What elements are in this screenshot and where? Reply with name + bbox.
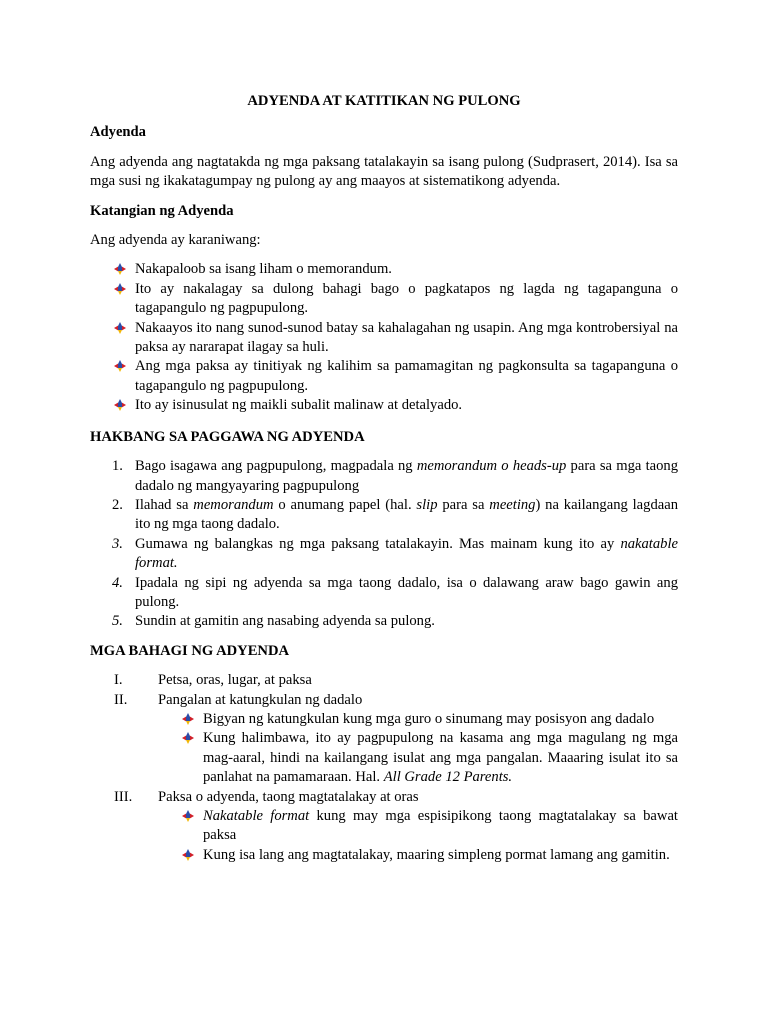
list-number: 2. — [112, 496, 123, 513]
text-run: Kung halimbawa, ito ay pagpupulong na kasama ang mga magulang ng mga mag-aaral, hindi na kailangang isulat ang mga pangalan. Maaaring isulat ito sa panlahat na pamamaraan. Hal. — [203, 730, 678, 786]
text-run: Bago isagawa ang pagpupulong, magpadala ng — [135, 458, 417, 475]
roman-numeral: III. — [114, 788, 133, 805]
italic-run: memorandum — [193, 496, 274, 513]
list-item-text: Kung isa lang ang magtatalakay, maaring simpleng pormat lamang ang gamitin. — [203, 846, 670, 863]
italic-run: memorandum o heads-up — [416, 458, 567, 475]
list-item — [90, 319, 678, 358]
list-item-text: Ito ay isinusulat ng maikli subalit malinaw at detalyado. — [135, 397, 463, 414]
sub-bullet-list — [90, 807, 678, 865]
list-item-text — [203, 730, 678, 785]
text-run: Ilahad sa — [135, 496, 194, 513]
hakbang-list — [90, 457, 678, 632]
list-item-text: Petsa, oras, lugar, at paksa — [158, 672, 312, 689]
heading-bahagi: MGA BAHAGI NG ADYENDA — [90, 642, 290, 659]
heading-katangian: Katangian ng Adyenda — [90, 202, 234, 219]
sub-list-item — [90, 807, 678, 846]
list-item-text — [135, 497, 678, 532]
text-run: o anumang papel (hal. — [273, 496, 417, 513]
list-item — [90, 260, 678, 279]
document-title: ADYENDA AT KATITIKAN NG PULONG — [247, 93, 521, 109]
list-item — [90, 574, 678, 613]
roman-numeral: I. — [114, 672, 123, 689]
arrow-bullet-icon — [114, 263, 126, 275]
text-run: ) na kailangang lagdaan ito ng mga taong dadalo. — [135, 496, 679, 533]
italic-run: Nakatable format — [203, 808, 310, 824]
bahagi-list — [90, 671, 678, 865]
katangian-list — [90, 260, 678, 415]
list-item — [90, 396, 678, 415]
list-item — [90, 612, 678, 631]
italic-run: meeting — [489, 496, 536, 513]
italic-run: nakatable format. — [135, 535, 678, 572]
list-item — [90, 691, 678, 788]
list-item-text: Nakaayos ito nang sunod-sunod batay sa kahalagahan ng usapin. Ang mga kontrobersiyal na paksa ay nararapat ilagay sa huli. — [135, 319, 678, 356]
sub-list-item — [90, 729, 678, 787]
list-item-text: Sundin at gamitin ang nasabing adyenda sa pulong. — [135, 613, 435, 630]
list-item — [90, 535, 678, 574]
list-item-text: Pangalan at katungkulan ng dadalo — [158, 691, 363, 708]
list-item — [90, 280, 678, 319]
heading-hakbang: HAKBANG SA PAGGAWA NG ADYENDA — [90, 428, 365, 445]
list-number: 4. — [112, 574, 123, 591]
list-item-text: Nakapaloob sa isang liham o memorandum. — [135, 261, 392, 278]
list-item — [90, 496, 678, 535]
list-item-text: Paksa o adyenda, taong magtatalakay at oras — [158, 788, 419, 805]
arrow-bullet-icon — [182, 713, 194, 725]
list-item-text: Ipadala ng sipi ng adyenda sa mga taong dadalo, isa o dalawang araw bago gawin ang pulong. — [135, 574, 678, 610]
list-item — [90, 457, 678, 496]
paragraph-adyenda-definition: Ang adyenda ang nagtatakda ng mga paksang tatalakayin sa isang pulong (Sudprasert, 2014). Isa sa mga susi ng ikakatagumpay ng pulong ay ang maayos at sistematikong adyenda. — [90, 153, 678, 190]
list-item-text: Bigyan ng katungkulan kung mga guro o sinumang may posisyon ang dadalo — [203, 710, 655, 727]
text-run: Gumawa ng balangkas ng mga paksang tatalakayin. Mas mainam kung ito ay — [135, 535, 621, 552]
list-item — [90, 357, 678, 396]
list-item-text: Ang mga paksa ay tinitiyak ng kalihim sa pamamagitan ng pagkonsulta sa tagapanguna o tagapangulo ng pagpupulong. — [135, 358, 678, 394]
paragraph-katangian-intro: Ang adyenda ay karaniwang: — [90, 232, 261, 249]
list-item-text — [135, 458, 678, 493]
arrow-bullet-icon — [182, 810, 194, 822]
roman-numeral: II. — [114, 691, 128, 708]
list-item-text — [203, 808, 678, 843]
list-item-text — [135, 536, 678, 571]
heading-adyenda: Adyenda — [90, 124, 146, 141]
arrow-bullet-icon — [114, 283, 126, 295]
document-body — [90, 92, 678, 865]
sub-list-item — [90, 846, 678, 865]
text-run: para sa mga taong dadalo ng mangyayaring pagpupulong — [135, 458, 679, 494]
sub-list-item — [90, 710, 678, 729]
list-item — [90, 788, 678, 866]
sub-bullet-list — [90, 710, 678, 788]
list-item-text: Ito ay nakalagay sa dulong bahagi bago o pagkatapos ng lagda ng tagapanguna o tagapangulo ng pagpupulong. — [135, 280, 678, 317]
list-number: 5. — [112, 613, 123, 630]
text-run: para sa — [437, 496, 490, 513]
list-number: 3. — [112, 535, 123, 552]
arrow-bullet-icon — [182, 732, 194, 744]
list-number: 1. — [112, 458, 123, 475]
arrow-bullet-icon — [114, 322, 126, 334]
italic-run: slip — [416, 496, 438, 513]
arrow-bullet-icon — [182, 849, 194, 861]
arrow-bullet-icon — [114, 399, 126, 411]
list-item — [90, 671, 678, 690]
italic-run: All Grade 12 Parents. — [383, 769, 513, 786]
arrow-bullet-icon — [114, 360, 126, 372]
text-run: kung may mga espisipikong taong magtatalakay sa bawat paksa — [203, 808, 678, 844]
